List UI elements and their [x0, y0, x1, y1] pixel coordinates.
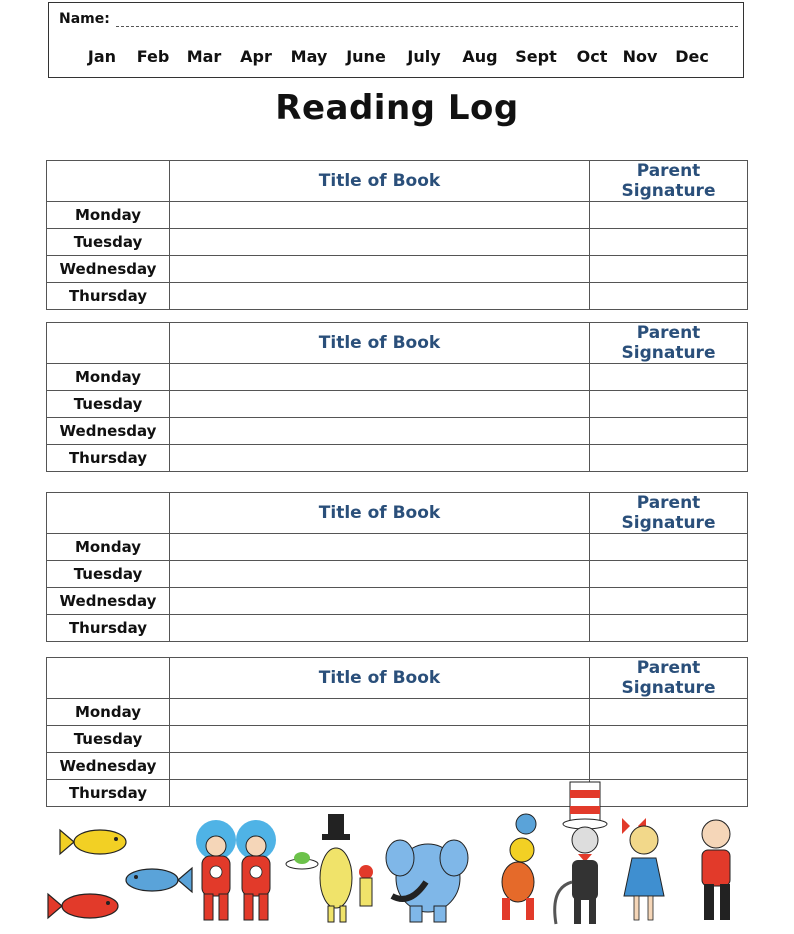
signature-cell[interactable]	[590, 364, 748, 391]
month-dec[interactable]: Dec	[675, 47, 709, 66]
parent-signature-header: Parent Signature	[590, 323, 748, 364]
table-row	[47, 283, 748, 310]
day-label: Thursday	[47, 445, 170, 472]
day-label: Wednesday	[47, 256, 170, 283]
signature-cell[interactable]	[590, 753, 748, 780]
day-label: Monday	[47, 202, 170, 229]
name-row	[59, 11, 738, 27]
table-row	[47, 229, 748, 256]
signature-cell[interactable]	[590, 418, 748, 445]
parent-signature-header: Parent Signature	[590, 161, 748, 202]
book-title-cell[interactable]	[170, 726, 590, 753]
book-title-cell[interactable]	[170, 364, 590, 391]
table-header-row	[47, 323, 748, 364]
table-header-row	[47, 161, 748, 202]
character-illustrations	[40, 778, 754, 928]
month-nov[interactable]: Nov	[622, 47, 658, 66]
reading-log-table	[46, 322, 748, 472]
boy-illustration	[702, 820, 730, 920]
book-title-cell[interactable]	[170, 561, 590, 588]
name-field[interactable]	[116, 14, 738, 27]
book-title-cell[interactable]	[170, 753, 590, 780]
day-label: Tuesday	[47, 561, 170, 588]
book-title-cell[interactable]	[170, 391, 590, 418]
signature-cell[interactable]	[590, 615, 748, 642]
day-label: Thursday	[47, 615, 170, 642]
small-character-illustration	[359, 865, 373, 906]
month-oct[interactable]: Oct	[576, 47, 608, 66]
title-of-book-header: Title of Book	[170, 323, 590, 364]
month-feb[interactable]: Feb	[136, 47, 170, 66]
day-label: Wednesday	[47, 588, 170, 615]
table-row	[47, 391, 748, 418]
book-title-cell[interactable]	[170, 283, 590, 310]
corner-cell	[47, 658, 170, 699]
parent-signature-header: Parent Signature	[590, 493, 748, 534]
table-row	[47, 588, 748, 615]
signature-cell[interactable]	[590, 445, 748, 472]
month-list	[49, 47, 743, 73]
thing-one-illustration	[196, 820, 236, 920]
day-label: Thursday	[47, 780, 170, 807]
sam-i-am-illustration	[286, 814, 352, 922]
day-label: Wednesday	[47, 753, 170, 780]
month-mar[interactable]: Mar	[186, 47, 222, 66]
table-row	[47, 445, 748, 472]
table-row	[47, 202, 748, 229]
title-of-book-header: Title of Book	[170, 161, 590, 202]
cat-in-the-hat-illustration	[555, 782, 607, 924]
reading-log-table	[46, 492, 748, 642]
month-july[interactable]: July	[407, 47, 441, 66]
signature-cell[interactable]	[590, 561, 748, 588]
book-title-cell[interactable]	[170, 256, 590, 283]
month-jan[interactable]: Jan	[87, 47, 117, 66]
signature-cell[interactable]	[590, 726, 748, 753]
day-label: Monday	[47, 534, 170, 561]
day-label: Thursday	[47, 283, 170, 310]
fox-in-socks-illustration	[502, 814, 536, 920]
book-title-cell[interactable]	[170, 534, 590, 561]
blue-fish-illustration	[126, 868, 192, 892]
table-row	[47, 561, 748, 588]
table-header-row	[47, 493, 748, 534]
girl-with-bow-illustration	[622, 818, 664, 920]
table-row	[47, 726, 748, 753]
thing-two-illustration	[236, 820, 276, 920]
page-title: Reading Log	[275, 88, 519, 128]
day-label: Tuesday	[47, 391, 170, 418]
day-label: Tuesday	[47, 229, 170, 256]
month-apr[interactable]: Apr	[240, 47, 272, 66]
title-of-book-header: Title of Book	[170, 658, 590, 699]
book-title-cell[interactable]	[170, 418, 590, 445]
corner-cell	[47, 493, 170, 534]
signature-cell[interactable]	[590, 699, 748, 726]
table-row	[47, 699, 748, 726]
month-may[interactable]: May	[290, 47, 328, 66]
book-title-cell[interactable]	[170, 699, 590, 726]
table-row	[47, 418, 748, 445]
title-of-book-header: Title of Book	[170, 493, 590, 534]
table-row	[47, 753, 748, 780]
signature-cell[interactable]	[590, 256, 748, 283]
header-box	[48, 2, 744, 78]
book-title-cell[interactable]	[170, 588, 590, 615]
day-label: Monday	[47, 364, 170, 391]
book-title-cell[interactable]	[170, 202, 590, 229]
name-label: Name:	[59, 11, 110, 27]
month-sept[interactable]: Sept	[515, 47, 557, 66]
table-row	[47, 534, 748, 561]
signature-cell[interactable]	[590, 391, 748, 418]
month-june[interactable]: June	[346, 47, 386, 66]
table-row	[47, 615, 748, 642]
day-label: Wednesday	[47, 418, 170, 445]
corner-cell	[47, 161, 170, 202]
signature-cell[interactable]	[590, 588, 748, 615]
reading-log-table	[46, 160, 748, 310]
table-row	[47, 256, 748, 283]
month-aug[interactable]: Aug	[462, 47, 498, 66]
signature-cell[interactable]	[590, 283, 748, 310]
horton-elephant-illustration	[386, 840, 468, 922]
book-title-cell[interactable]	[170, 445, 590, 472]
red-fish-illustration	[48, 894, 118, 918]
table-row	[47, 364, 748, 391]
signature-cell[interactable]	[590, 534, 748, 561]
table-header-row	[47, 658, 748, 699]
corner-cell	[47, 323, 170, 364]
day-label: Monday	[47, 699, 170, 726]
parent-signature-header: Parent Signature	[590, 658, 748, 699]
book-title-cell[interactable]	[170, 615, 590, 642]
signature-cell[interactable]	[590, 202, 748, 229]
book-title-cell[interactable]	[170, 229, 590, 256]
signature-cell[interactable]	[590, 229, 748, 256]
yellow-fish-illustration	[60, 830, 126, 854]
day-label: Tuesday	[47, 726, 170, 753]
